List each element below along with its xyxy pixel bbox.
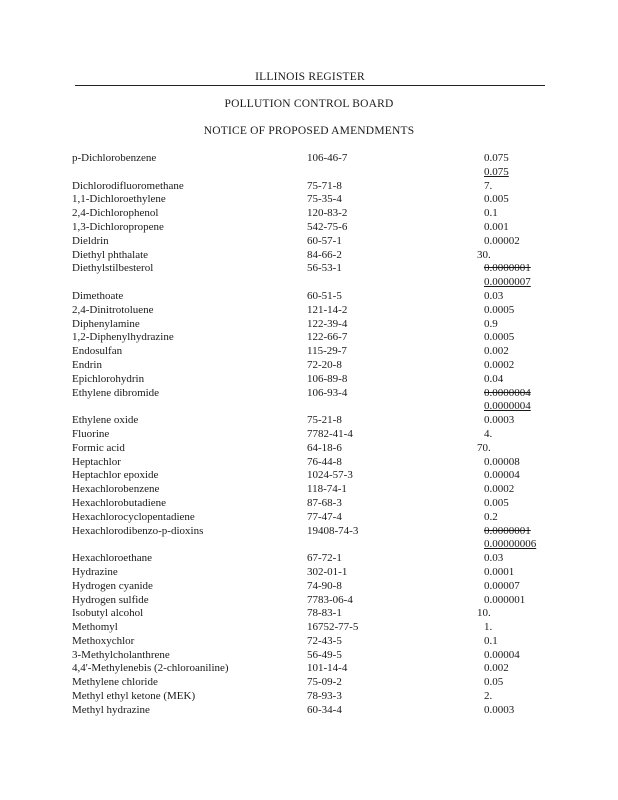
concentration-value: 0.0003 [484, 414, 515, 427]
concentration-value: 0.0002 [484, 483, 515, 496]
table-row [72, 373, 552, 387]
chemical-name: Fluorine [72, 427, 110, 440]
cas-number: 115-29-7 [307, 345, 347, 358]
concentration-value: 0.2 [484, 510, 498, 523]
cas-number: 76-44-8 [307, 455, 342, 468]
table-row [72, 497, 552, 511]
chemical-name: Dichlorodifluoromethane [72, 179, 184, 192]
cas-number: 16752-77-5 [307, 621, 359, 634]
table-row [72, 552, 552, 566]
table-row [72, 566, 552, 580]
chemical-name: Hexachlorobutadiene [72, 496, 167, 509]
table-row [72, 621, 552, 635]
concentration-value: 0.00008 [484, 455, 520, 468]
chemical-table [72, 152, 552, 718]
table-row [72, 180, 552, 194]
cas-number: 542-75-6 [307, 220, 348, 233]
concentration-value: 0.002 [484, 662, 509, 675]
concentration-value: 0.075 [484, 152, 509, 164]
cas-number: 122-66-7 [307, 331, 348, 344]
concentration-value: 10. [477, 607, 491, 620]
table-row [72, 511, 552, 525]
table-row [72, 400, 552, 414]
cas-number: 67-72-1 [307, 552, 342, 565]
concentration-value: 70. [477, 441, 491, 454]
cas-number: 60-34-4 [307, 703, 342, 716]
chemical-name: Ethylene oxide [72, 414, 139, 427]
cas-number: 120-83-2 [307, 207, 348, 220]
concentration-value: 0.00000006 [484, 538, 537, 551]
chemical-name: Epichlorohydrin [72, 372, 145, 385]
cas-number: 75-35-4 [307, 193, 342, 206]
table-row [72, 221, 552, 235]
cas-number: 72-20-8 [307, 358, 342, 371]
concentration-value: 0.0000004 [484, 400, 531, 413]
concentration-value: 0.00004 [484, 648, 520, 661]
chemical-name: Ethylene dibromide [72, 386, 160, 399]
cas-number: 19408-74-3 [307, 524, 359, 537]
table-row [72, 676, 552, 690]
concentration-value: 4. [484, 427, 493, 440]
concentration-value: 0.0000001 [484, 262, 531, 275]
chemical-name: Formic acid [72, 441, 125, 454]
table-row [72, 662, 552, 676]
concentration-value: 0.005 [484, 193, 509, 206]
table-row [72, 635, 552, 649]
cas-number: 7783-06-4 [307, 593, 353, 606]
concentration-value: 2. [484, 690, 493, 703]
chemical-name: Heptachlor epoxide [72, 469, 159, 482]
table-row [72, 359, 552, 373]
cas-number: 78-83-1 [307, 607, 342, 620]
table-row [72, 166, 552, 180]
table-row [72, 649, 552, 663]
table-row [72, 345, 552, 359]
table-row [72, 235, 552, 249]
chemical-name: Hydrazine [72, 565, 118, 578]
concentration-value: 0.00002 [484, 234, 520, 247]
concentration-value: 0.1 [484, 207, 498, 220]
chemical-name: Methyl ethyl ketone (MEK) [72, 690, 196, 703]
chemical-name: Endosulfan [72, 345, 123, 358]
concentration-value: 0.0005 [484, 331, 515, 344]
table-row [72, 469, 552, 483]
table-row [72, 428, 552, 442]
cas-number: 56-49-5 [307, 648, 342, 661]
cas-number: 77-47-4 [307, 510, 342, 523]
concentration-value: 7. [484, 179, 493, 192]
concentration-value: 0.0000001 [484, 524, 531, 537]
concentration-value: 0.001 [484, 220, 509, 233]
concentration-value: 0.075 [484, 165, 509, 178]
cas-number: 122-39-4 [307, 317, 348, 330]
table-row [72, 442, 552, 456]
table-row [72, 414, 552, 428]
header-rule [75, 85, 545, 86]
cas-number: 106-46-7 [307, 152, 348, 164]
concentration-value: 0.0005 [484, 303, 515, 316]
cas-number: 87-68-3 [307, 496, 342, 509]
cas-number: 1024-57-3 [307, 469, 353, 482]
chemical-name: 2,4-Dinitrotoluene [72, 303, 154, 316]
table-row [72, 262, 552, 276]
cas-number: 118-74-1 [307, 483, 347, 496]
concentration-value: 0.0000007 [484, 276, 531, 289]
cas-number: 121-14-2 [307, 303, 348, 316]
table-row [72, 193, 552, 207]
table-row [72, 290, 552, 304]
table-row [72, 387, 552, 401]
concentration-value: 0.1 [484, 634, 498, 647]
chemical-name: Hexachlorobenzene [72, 483, 160, 496]
table-row [72, 152, 552, 166]
cas-number: 84-66-2 [307, 248, 342, 261]
chemical-name: Methyl hydrazine [72, 703, 150, 716]
concentration-value: 0.9 [484, 317, 498, 330]
chemical-name: Hydrogen cyanide [72, 579, 153, 592]
chemical-name: Diethyl phthalate [72, 248, 149, 261]
table-row [72, 318, 552, 332]
concentration-value: 0.03 [484, 552, 504, 565]
concentration-value: 30. [477, 248, 491, 261]
cas-number: 106-93-4 [307, 386, 348, 399]
concentration-value: 0.0003 [484, 703, 515, 716]
table-row [72, 331, 552, 345]
table-row [72, 594, 552, 608]
cas-number: 60-51-5 [307, 289, 342, 302]
table-row [72, 207, 552, 221]
cas-number: 72-43-5 [307, 634, 342, 647]
table-row [72, 580, 552, 594]
table-row [72, 276, 552, 290]
cas-number: 75-71-8 [307, 179, 342, 192]
chemical-name: Isobutyl alcohol [72, 607, 144, 620]
chemical-name: 1,2-Diphenylhydrazine [72, 331, 174, 344]
chemical-name: Hexachloroethane [72, 552, 153, 565]
chemical-name: Dimethoate [72, 289, 124, 302]
concentration-value: 0.0002 [484, 358, 515, 371]
cas-number: 64-18-6 [307, 441, 342, 454]
cas-number: 60-57-1 [307, 234, 342, 247]
cas-number: 74-90-8 [307, 579, 342, 592]
chemical-name: 4,4'-Methylenebis (2-chloroaniline) [72, 662, 229, 675]
register-header [75, 71, 545, 87]
concentration-value: 0.04 [484, 372, 504, 385]
table-row [72, 456, 552, 470]
chemical-name: Hexachlorocyclopentadiene [72, 510, 195, 523]
concentration-value: 0.002 [484, 345, 509, 358]
chemical-name: 3-Methylcholanthrene [72, 648, 170, 661]
chemical-name: Heptachlor [72, 455, 121, 468]
cas-number: 106-89-8 [307, 372, 348, 385]
concentration-value: 0.05 [484, 676, 504, 689]
concentration-value: 0.00004 [484, 469, 520, 482]
chemical-name: Methomyl [72, 621, 118, 634]
concentration-value: 0.000001 [484, 593, 526, 606]
cas-number: 101-14-4 [307, 662, 348, 675]
cas-number: 7782-41-4 [307, 427, 353, 440]
chemical-name: Methoxychlor [72, 634, 135, 647]
chemical-name: Hexachlorodibenzo-p-dioxins [72, 524, 204, 537]
table-row [72, 538, 552, 552]
table-row [72, 483, 552, 497]
table-row [72, 690, 552, 704]
chemical-name: 2,4-Dichlorophenol [72, 207, 159, 220]
concentration-value: 0.0000004 [484, 386, 531, 399]
chemical-name: p-Dichlorobenzene [72, 152, 157, 164]
notice-title: NOTICE OF PROPOSED AMENDMENTS [203, 125, 415, 137]
concentration-value: 0.00007 [484, 579, 520, 592]
chemical-name: Diphenylamine [72, 317, 140, 330]
table-row [72, 607, 552, 621]
cas-number: 75-09-2 [307, 676, 342, 689]
chemical-name: Diethylstilbesterol [72, 262, 154, 275]
table-row [72, 704, 552, 718]
register-title: ILLINOIS REGISTER [251, 71, 369, 83]
table-row [72, 304, 552, 318]
concentration-value: 1. [484, 621, 493, 634]
cas-number: 78-93-3 [307, 690, 342, 703]
chemical-name: Methylene chloride [72, 676, 158, 689]
chemical-name: Endrin [72, 358, 102, 371]
concentration-value: 0.005 [484, 496, 509, 509]
cas-number: 302-01-1 [307, 565, 348, 578]
concentration-value: 0.03 [484, 289, 504, 302]
chemical-name: Dieldrin [72, 234, 109, 247]
chemical-name: 1,1-Dichloroethylene [72, 193, 166, 206]
chemical-name: Hydrogen sulfide [72, 593, 149, 606]
concentration-value: 0.0001 [484, 565, 515, 578]
cas-number: 75-21-8 [307, 414, 342, 427]
table-row [72, 525, 552, 539]
table-row [72, 249, 552, 263]
chemical-name: 1,3-Dichloropropene [72, 220, 164, 233]
cas-number: 56-53-1 [307, 262, 342, 275]
board-name: POLLUTION CONTROL BOARD [224, 98, 394, 110]
